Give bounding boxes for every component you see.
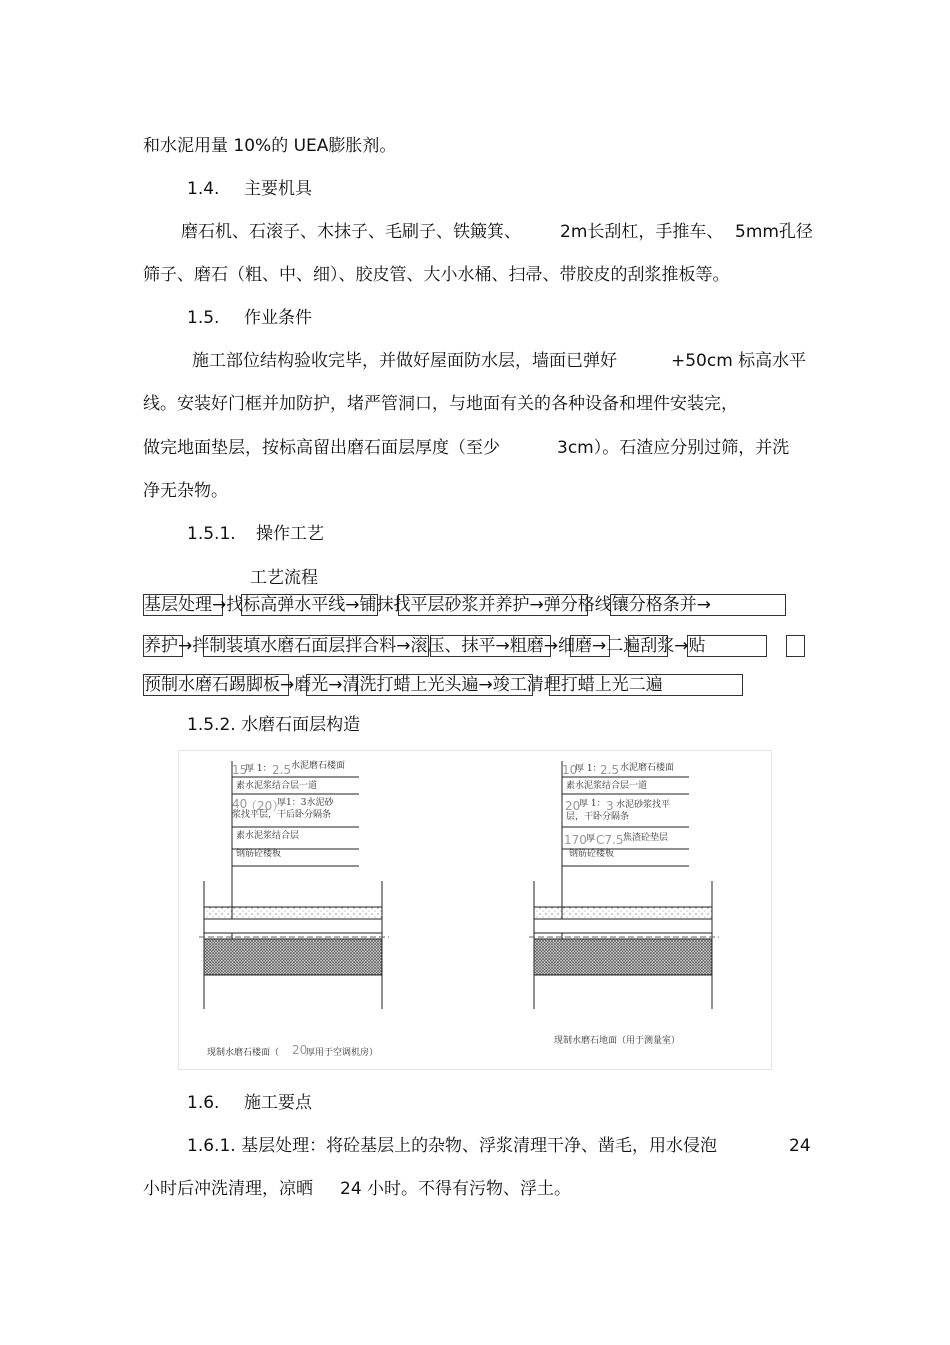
tools-line2: 筛子、磨石（粗、中、细）、胶皮管、大小水桶、扫帚、带胶皮的刮浆推板等。 (143, 265, 730, 285)
cond-line3b: 3cm）。石渣应分别过筛，并洗 (557, 438, 790, 458)
section-1-6-1-line2b: 24 小时。不得有污物、浮土。 (340, 1179, 572, 1199)
right-layer3-label-c: 层，干卧分隔条 (566, 812, 630, 822)
right-layer4-label-b: 焦渣砼垫层 (623, 833, 669, 843)
right-layer1-label-b: 水泥磨石楼面 (620, 763, 675, 773)
tools-line1b: 2m长刮杠，手推车、 (560, 222, 724, 242)
left-caption-a: 现制水磨石楼面（ (207, 1048, 280, 1058)
left-caption-b: 厚用于空调机房） (306, 1048, 379, 1058)
section-1-5-2-title: 1.5.2. 水磨石面层构造 (187, 715, 361, 735)
right-layer1-label-a: 厚 1： (575, 764, 602, 774)
right-layer4-label-a: 厚 (586, 834, 596, 844)
cond-line1b: +50cm 标高水平 (671, 351, 807, 371)
left-caption-number: 20 (292, 1043, 308, 1057)
left-layer4-label: 素水泥浆结合层 (236, 831, 300, 841)
left-layer5-label: 钢筋砼楼板 (236, 849, 282, 859)
right-layer3-label-a: 厚 1： (579, 799, 606, 809)
section-1-4-title: 主要机具 (244, 179, 312, 199)
right-layer2-label: 素水泥浆结合层一道 (566, 781, 648, 791)
section-1-4-number: 1.4. (187, 179, 220, 199)
left-layer3-label-a: 厚1：3水泥砂 (277, 798, 334, 808)
right-layer5-label: 钢筋砼楼板 (569, 849, 615, 859)
flow-row-1: 基层处理→找标高弹水平线→铺抹找平层砂浆并养护→弹分格线镶分格条并→ (144, 595, 711, 615)
flow-row-2: 养护→拌制装填水磨石面层拌合料→滚压、抹平→粗磨→细磨→二遍刮浆→贴 (144, 636, 706, 656)
right-layer3-label-b: 水泥砂浆找平 (616, 800, 671, 810)
left-layer1-label-a: 厚 1： (245, 764, 272, 774)
section-1-5-1-title: 操作工艺 (256, 524, 324, 544)
flow-title: 工艺流程 (250, 568, 318, 588)
left-layer3-alt-thickness: （20） (245, 799, 285, 813)
right-caption: 现制水磨石地面（用于测量室） (554, 1036, 681, 1046)
right-layer4-grade: C7.5 (596, 833, 624, 847)
section-1-5-1-number: 1.5.1. (187, 524, 236, 544)
left-layer3-label-b: 浆找平层，干后卧分隔条 (232, 810, 332, 820)
terrazzo-layer-diagram (178, 750, 772, 1070)
left-layer1-thickness: 15 (232, 763, 248, 777)
cond-line3a: 做完地面垫层，按标高留出磨石面层厚度（至少 (143, 438, 500, 458)
section-1-6-1-line1b: 24 (789, 1136, 811, 1156)
left-layer2-label: 素水泥浆结合层一道 (236, 781, 318, 791)
cond-line1a: 施工部位结构验收完毕，并做好屋面防水层，墙面已弹好 (192, 351, 617, 371)
right-layer3-ratio: 3 (606, 799, 614, 813)
tools-line1a: 磨石机、石滚子、木抹子、毛刷子、铁簸箕、 (181, 222, 521, 242)
flow-box (786, 635, 805, 657)
section-1-5-number: 1.5. (187, 308, 220, 328)
right-section-drawing (529, 761, 719, 1009)
section-1-6-1-line2a: 小时后冲洗清理，凉晒 (143, 1179, 313, 1199)
left-layer1-label-b: 水泥磨石楼面 (291, 761, 346, 771)
left-layer3-thickness: 40 (232, 797, 248, 811)
right-layer4-thickness: 170 (564, 833, 587, 847)
right-layer1-thickness: 10 (562, 763, 578, 777)
flow-row-3: 预制水磨石踢脚板→磨光→清洗打蜡上光头遍→竣工清理打蜡上光二遍 (144, 675, 663, 695)
left-layer1-ratio: 2.5 (272, 763, 292, 777)
section-1-6-title: 施工要点 (244, 1093, 312, 1113)
tools-line1c: 5mm孔径 (735, 222, 813, 242)
section-1-6-number: 1.6. (187, 1093, 220, 1113)
right-layer3-thickness: 20 (565, 799, 581, 813)
cond-line2: 线。安装好门框并加防护，堵严管洞口，与地面有关的各种设备和埋件安装完， (143, 394, 738, 414)
cond-line4: 净无杂物。 (143, 481, 228, 501)
right-layer1-ratio: 2.5 (600, 763, 620, 777)
para-uea: 和水泥用量 10%的 UEA膨胀剂。 (143, 136, 397, 156)
section-1-6-1-line1a: 1.6.1. 基层处理：将砼基层上的杂物、浮浆清理干净、凿毛，用水侵泡 (187, 1136, 718, 1156)
section-1-5-title: 作业条件 (244, 308, 312, 328)
